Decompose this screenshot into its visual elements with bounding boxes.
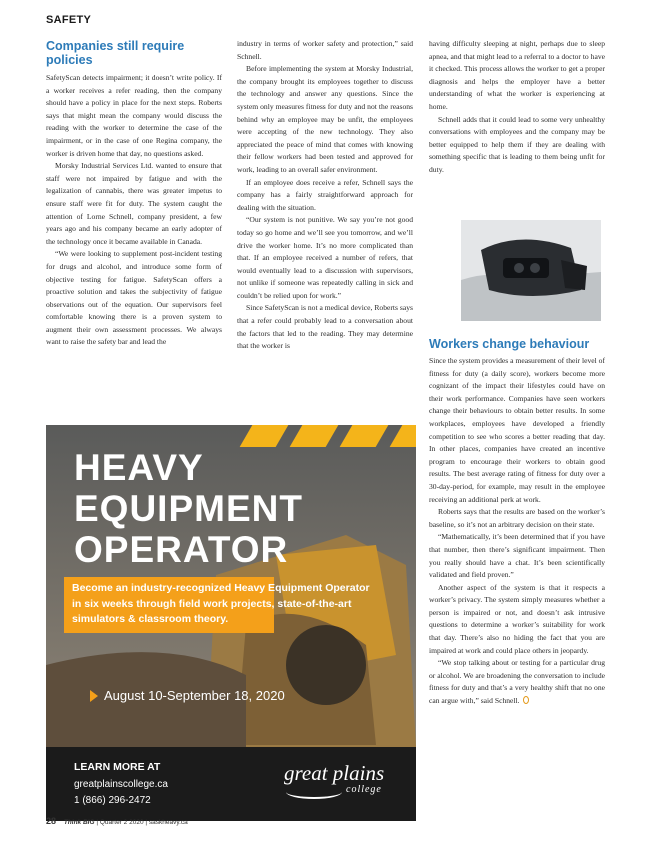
- hazard-stripes: [226, 425, 416, 447]
- paragraph: Morsky Industrial Services Ltd. wanted to ensure that staff were not impaired by fatigue and with the legalization of cannabis, there was greater impetus to ensure staff were fit for duty. The system caught the attention of Lorne Schnell, company president, a few years ago and his company became an early adopter of the technology once it became available in Canada.: [46, 161, 222, 246]
- paragraph: Since the system provides a measurement of their level of fitness for duty (a daily score), workers become more cognizant of the impact their lifestyles could have on their work performance. Companies have seen workers change their behaviours to obtain better results. In some workplaces, employees have developed a friendly competition to see who scores a better reading that day. In other places, companies have created an incentive program to encourage their workers to obtain good results. The best average rating of fitness for duty over a 30-day-period, for example, may result in the employee receiving an additional perk at work.: [429, 356, 605, 504]
- advertisement[interactable]: [46, 425, 416, 821]
- paragraph: SafetyScan detects impairment; it doesn’t write policy. If a worker receives a refer reading, then the company should have a policy in place for the next steps. Roberts says that might mean the company would discuss the reading with the worker to determine the case of the impairment, or in the case of one Regina company, the worker is driven home that day, no questions asked.: [46, 73, 222, 158]
- ad-banner-text: Become an industry-recognized Heavy Equipment Operator in six weeks through field work projects, state-of-the-art simulators & classroom theory.: [72, 582, 370, 625]
- ad-website-link[interactable]: greatplainscollege.ca: [74, 779, 168, 790]
- page-footer: [46, 816, 188, 826]
- college-logo-sub: college: [346, 784, 382, 795]
- issue: Quarter 2 2020: [99, 819, 144, 826]
- device-photo: [461, 220, 601, 321]
- scanner-device-illustration: [461, 220, 601, 321]
- paragraph: Schnell adds that it could lead to some very unhealthy conversations with employees and the company may be better equipped to help them if they are dealing with something specific that is leading to them being unfit for duty.: [429, 114, 605, 174]
- footer-site: saskheavy.ca: [148, 819, 188, 826]
- paragraph: “Our system is not punitive. We say you’re not good today so go home and we’ll see you tomorrow, and we’ll drive the worker home. It’s no more complicated than that. If an employee received a number of refers, that would eventually lead to a discussion with supervisors, not unlike if someone was repeatedly calling in sick and couldn’t be relied upon for work.”: [237, 215, 413, 300]
- section-label: SAFETY: [46, 14, 92, 26]
- paragraph: Roberts says that the results are based on the worker’s baseline, so it’s not an arbitrary decision on their state.: [429, 507, 605, 529]
- article-column-3: [429, 38, 605, 177]
- heading-workers-change-behaviour: Workers change behaviour: [429, 337, 590, 351]
- article-column-1: [46, 72, 222, 349]
- ad-learn-more: LEARN MORE AT: [74, 761, 161, 773]
- play-arrow-icon: [90, 690, 98, 702]
- magazine-name: Think BIG: [63, 819, 95, 826]
- heading-companies-still-require-policies: Companies still require policies: [46, 39, 185, 67]
- paragraph: [429, 657, 605, 707]
- paragraph: Another aspect of the system is that it respects a worker’s privacy. The system simply measures whether a person is impaired or not, and doesn’t ask intrusive questions to determine a worker’s suitability for work that day. There’s also no hiding the fact that you are impaired at work and could place others in jeopardy.: [429, 582, 605, 655]
- logo-swoosh-icon: [286, 785, 342, 799]
- article-column-3-continued: [429, 355, 605, 708]
- paragraph: “Mathematically, it’s been determined that if you have that number, then there’s significant impairment. Then you really should have a chat. It’s been scientifically validated and field proven.”: [429, 532, 605, 580]
- footer-separator: |: [96, 819, 100, 826]
- ad-date: August 10-September 18, 2020: [104, 688, 285, 703]
- ad-title: HEAVY EQUIPMENT OPERATOR: [74, 447, 303, 570]
- paragraph: Before implementing the system at Morsky Industrial, the company brought its employees together to discuss the technology and answer any questions. Since the system only measures fitness for duty and not the reasons behind why an employee may be unfit, the employees were accepting of the new technology. They also appreciated the peace of mind that comes with knowing their fellow workers had been tested and approved for work, leading to an overall safer environment.: [237, 64, 413, 174]
- page-number: 28: [46, 816, 57, 826]
- college-logo: great plains: [284, 761, 385, 785]
- article-column-2: [237, 38, 413, 353]
- paragraph: “We were looking to supplement post-incident testing for drugs and alcohol, and introduce some form of objective testing for fatigue. SafetyScan offers a proactive solution and takes the subjectivity of fatigue observations out of the equation. Our supervisors feel comfortable knowing there is a proven system to augment their own assessment processes. We always want to raise the safety bar and lead the: [46, 249, 222, 347]
- ad-phone-number[interactable]: 1 (866) 296-2472: [74, 795, 151, 806]
- paragraph: having difficulty sleeping at night, perhaps due to sleep apnea, and that might lead to a referral to a doctor to have it checked. This process allows the worker to get a proper diagnosis and helps the employer have a better understanding of what the worker is experiencing at home.: [429, 39, 605, 111]
- paragraph: If an employee does receive a refer, Schnell says the company has a fairly straightforward approach for dealing with the situation.: [237, 177, 413, 212]
- paragraph: industry in terms of worker safety and protection,” said Schnell.: [237, 39, 413, 61]
- paragraph: Since SafetyScan is not a medical device, Roberts says that a refer could probably lead to a conversation about the factors that led to the reading. They may determine that the worker is: [237, 303, 413, 351]
- end-of-article-icon: [523, 696, 529, 704]
- footer-separator: |: [145, 819, 149, 826]
- closing-quote: “We stop talking about or testing for a particular drug or alcohol. We are broadening the conversation to include fitness for duty and that’s a very healthy shift that no one can argue with,” said Schnell.: [429, 658, 605, 706]
